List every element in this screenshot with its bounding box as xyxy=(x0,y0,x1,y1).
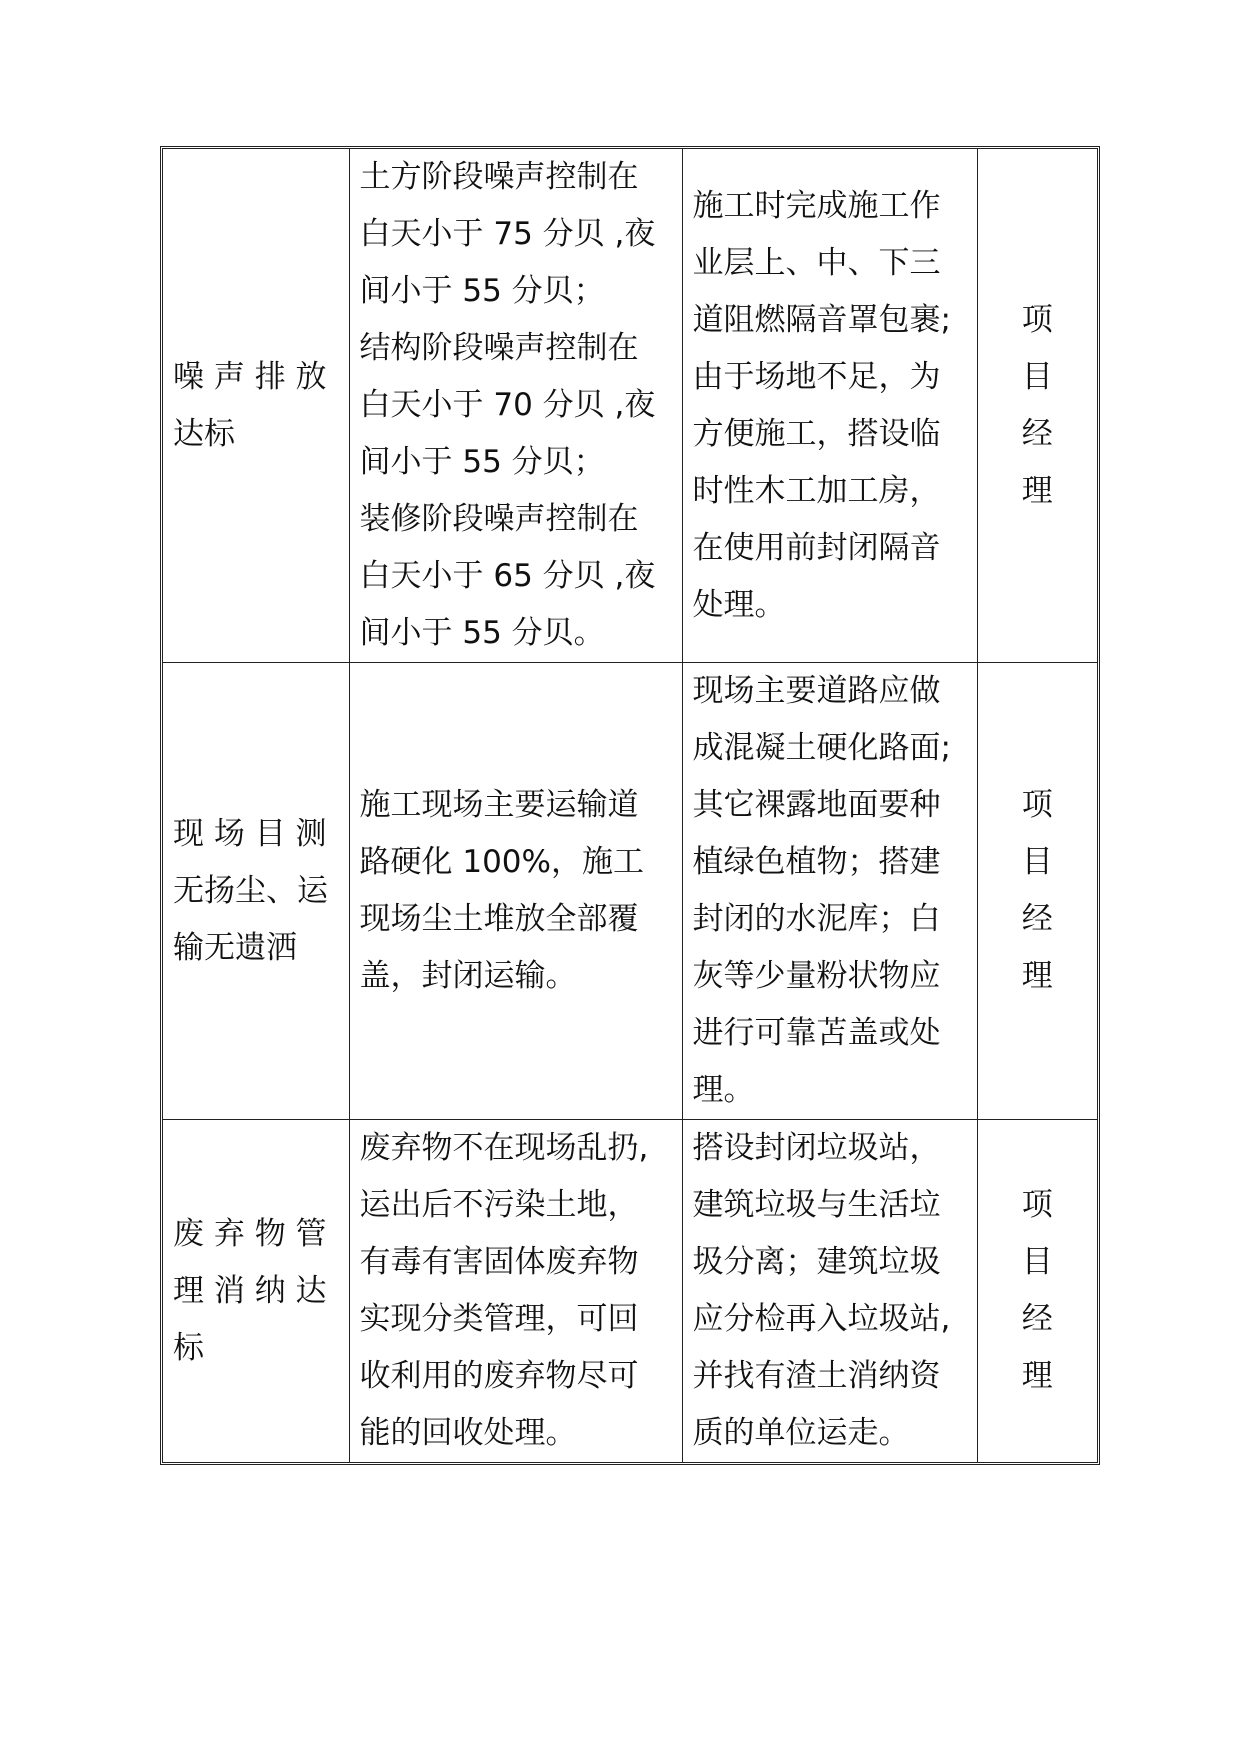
standard-line: 运出后不污染土地， xyxy=(359,1187,639,1223)
standard-line: 盖，封闭运输。 xyxy=(359,958,577,994)
table-row xyxy=(163,663,1097,1120)
control-item-cell xyxy=(163,663,349,1120)
measure-line: 成混凝土硬化路面; xyxy=(692,730,951,766)
control-item-line: 标 xyxy=(173,1329,204,1366)
control-standard-cell xyxy=(349,663,682,1120)
standard-line: 间小于 55 分贝。 xyxy=(359,615,605,651)
responsible-person-cell xyxy=(977,663,1097,1120)
measure-line: 建筑垃圾与生活垃 xyxy=(692,1187,941,1223)
measure-line: 其它裸露地面要种 xyxy=(692,787,941,823)
standard-line: 结构阶段噪声控制在 xyxy=(359,330,639,366)
responsible-person: 项目经理 xyxy=(1021,1187,1053,1394)
measure-line: 封闭的水泥库；白 xyxy=(692,901,941,937)
standard-line: 土方阶段噪声控制在 xyxy=(359,159,639,195)
standard-line: 实现分类管理，可回 xyxy=(359,1301,639,1337)
control-measure-cell xyxy=(682,663,977,1120)
measure-line: 搭设封闭垃圾站， xyxy=(692,1130,941,1166)
control-item-line: 无扬尘、运 xyxy=(173,872,328,909)
environmental-control-table xyxy=(160,146,1100,1465)
measure-line: 道阻燃隔音罩包裹; xyxy=(692,301,951,338)
measure-line: 处理。 xyxy=(692,586,786,623)
measure-line: 圾分离；建筑垃圾 xyxy=(692,1244,941,1280)
standard-line: 间小于 55 分贝； xyxy=(359,444,605,480)
measure-line: 时性木工加工房， xyxy=(692,472,941,509)
control-item-line: 达标 xyxy=(173,415,235,452)
measure-line: 业层上、中、下三 xyxy=(692,244,941,281)
control-standard-cell xyxy=(349,1120,682,1463)
measure-line: 理。 xyxy=(692,1072,755,1108)
measure-line: 由于场地不足，为 xyxy=(692,358,941,395)
control-item-cell xyxy=(163,149,349,663)
control-item-line: 废 弃 物 管 xyxy=(173,1215,327,1252)
measure-line: 灰等少量粉状物应 xyxy=(692,958,941,994)
control-item-line: 理 消 纳 达 xyxy=(173,1272,327,1309)
control-item-line: 现 场 目 测 xyxy=(173,815,327,852)
standard-line: 收利用的废弃物尽可 xyxy=(359,1358,639,1394)
table-row xyxy=(163,1120,1097,1463)
standard-line: 现场尘土堆放全部覆 xyxy=(359,901,639,937)
standard-line: 白天小于 65 分贝 ,夜 xyxy=(359,558,656,594)
standard-line: 施工现场主要运输道 xyxy=(359,787,639,823)
measure-line: 现场主要道路应做 xyxy=(692,673,941,709)
control-measure-cell xyxy=(682,1120,977,1463)
control-item-line: 噪 声 排 放 xyxy=(173,358,327,395)
measure-line: 质的单位运走。 xyxy=(692,1415,910,1451)
measure-line: 在使用前封闭隔音 xyxy=(692,529,941,566)
table-grid xyxy=(163,149,1097,1462)
measure-line: 植绿色植物；搭建 xyxy=(692,844,941,880)
standard-line: 能的回收处理。 xyxy=(359,1415,577,1451)
standard-line: 有毒有害固体废弃物 xyxy=(359,1244,639,1280)
table-row xyxy=(163,149,1097,663)
responsible-person-cell xyxy=(977,149,1097,663)
measure-line: 应分检再入垃圾站, xyxy=(692,1301,951,1337)
control-standard-cell xyxy=(349,149,682,663)
standard-line: 间小于 55 分贝； xyxy=(359,273,605,309)
measure-line: 并找有渣土消纳资 xyxy=(692,1358,941,1394)
standard-line: 白天小于 70 分贝 ,夜 xyxy=(359,387,656,423)
control-measure-cell xyxy=(682,149,977,663)
responsible-person-cell xyxy=(977,1120,1097,1463)
standard-line: 白天小于 75 分贝 ,夜 xyxy=(359,216,656,252)
control-item-cell xyxy=(163,1120,349,1463)
responsible-person: 项目经理 xyxy=(1021,301,1053,509)
measure-line: 施工时完成施工作 xyxy=(692,187,941,224)
measure-line: 进行可靠苫盖或处 xyxy=(692,1015,941,1051)
standard-line: 装修阶段噪声控制在 xyxy=(359,501,639,537)
control-item-line: 输无遗洒 xyxy=(173,929,297,966)
standard-line: 废弃物不在现场乱扔, xyxy=(359,1130,649,1166)
responsible-person: 项目经理 xyxy=(1021,787,1053,994)
measure-line: 方便施工，搭设临 xyxy=(692,415,941,452)
standard-line: 路硬化 100%，施工 xyxy=(359,844,644,880)
